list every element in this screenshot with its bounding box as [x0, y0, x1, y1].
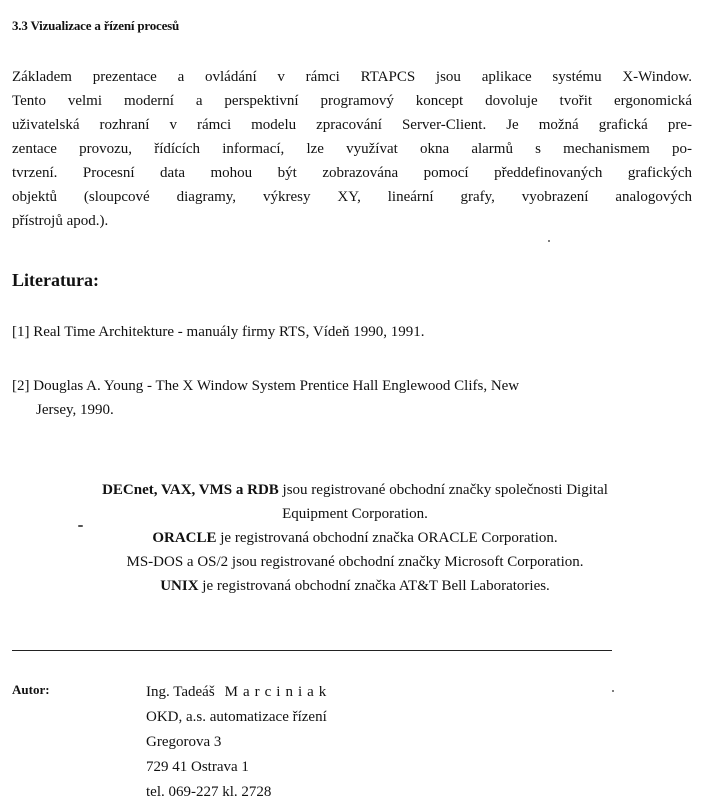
reference-2: [12, 374, 672, 422]
trademark-line-dec-cont: Equipment Corporation.: [282, 506, 428, 522]
trademark-oracle-name: ORACLE: [152, 530, 217, 546]
trademark-dec-text: jsou registrované obchodní značky společnosti Digital: [278, 482, 608, 498]
paragraph-line: zentace provozu, řídících informací, lze využívat okna alarmů s mechanismem po-: [12, 141, 692, 157]
trademark-line-oracle: [20, 526, 690, 550]
paragraph-line: přístrojů apod.).: [12, 213, 109, 229]
paragraph-line: tvrzení. Procesní data mohou být zobrazována pomocí předdefinovaných grafických: [12, 165, 692, 181]
trademark-line-microsoft: MS-DOS a OS/2 jsou registrované obchodní značky Microsoft Corporation.: [126, 554, 584, 570]
trademark-notice: [20, 478, 690, 598]
paragraph-line: Tento velmi moderní a perspektivní programový koncept dovoluje tvořit ergonomická: [12, 93, 692, 109]
author-label: Autor:: [12, 682, 50, 697]
author-city: 729 41 Ostrava 1: [146, 759, 249, 775]
author-phone: tel. 069-227 kl. 2728: [146, 784, 272, 800]
author-organization: OKD, a.s. automatizace řízení: [146, 709, 327, 725]
trademark-dec-names: DECnet, VAX, VMS a RDB: [102, 482, 279, 498]
paragraph-line: Základem prezentace a ovládání v rámci RTAPCS jsou aplikace systému X-Window.: [12, 69, 692, 85]
section-title: 3.3 Vizualizace a řízení procesů: [12, 18, 180, 33]
trademark-oracle-text: je registrovaná obchodní značka ORACLE Corporation.: [216, 530, 558, 546]
trademark-line-unix: [20, 574, 690, 598]
author-name-line: [146, 680, 331, 705]
author-surname: Marciniak: [224, 684, 332, 700]
scan-speck: [612, 690, 614, 692]
trademark-line-dec: [20, 478, 690, 502]
paragraph-line: uživatelská rozhraní v rámci modelu zpracování Server-Client. Je možná grafická pre-: [12, 117, 692, 133]
trademark-unix-name: UNIX: [160, 578, 199, 594]
body-paragraph: [12, 65, 692, 233]
reference-2-line1: [2] Douglas A. Young - The X Window System Prentice Hall Englewood Clifs, New: [12, 378, 520, 394]
horizontal-rule: [12, 650, 612, 651]
paragraph-line: objektů (sloupcové diagramy, výkresy XY, lineární grafy, vyobrazení analogových: [12, 189, 692, 205]
scan-speck: [78, 525, 83, 527]
literature-heading: Literatura:: [12, 270, 99, 290]
author-address: [146, 680, 331, 805]
reference-1: [1] Real Time Architekture - manuály firmy RTS, Vídeň 1990, 1991.: [12, 324, 425, 340]
author-street: Gregorova 3: [146, 734, 222, 750]
trademark-unix-text: je registrovaná obchodní značka AT&T Bell Laboratories.: [198, 578, 550, 594]
author-name-prefix: Ing. Tadeáš: [146, 684, 215, 700]
scan-speck: [548, 240, 550, 242]
reference-2-line2: Jersey, 1990.: [36, 402, 114, 418]
